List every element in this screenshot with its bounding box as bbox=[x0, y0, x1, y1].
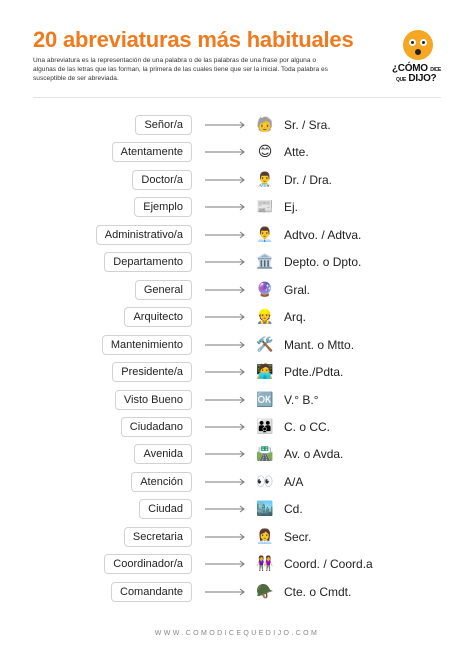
word-label: Comandante bbox=[111, 582, 192, 602]
arrow-right-icon bbox=[204, 446, 246, 462]
women-holding-hands-icon: 👭 bbox=[256, 556, 274, 573]
arrow-right-icon bbox=[204, 364, 246, 380]
word-label: Señor/a bbox=[135, 115, 192, 135]
ok-button-icon: 🆗 bbox=[256, 391, 274, 408]
arrow-right-icon bbox=[204, 254, 246, 270]
list-item bbox=[0, 197, 474, 217]
word-label: Doctor/a bbox=[132, 170, 192, 190]
abbreviation-text: Mant. o Mtto. bbox=[284, 337, 355, 352]
road-icon: 🛣️ bbox=[256, 446, 274, 463]
list-item bbox=[0, 499, 474, 519]
arrow-right-icon bbox=[204, 529, 246, 545]
office-worker-icon: 👨‍💼 bbox=[256, 226, 274, 243]
word-label: Mantenimiento bbox=[102, 335, 192, 355]
list-item bbox=[0, 280, 474, 300]
abbreviation-text: Cd. bbox=[284, 502, 303, 517]
list-item bbox=[0, 170, 474, 190]
newspaper-icon: 📰 bbox=[256, 199, 274, 216]
abbreviation-text: Arq. bbox=[284, 310, 307, 325]
list-item bbox=[0, 115, 474, 135]
logo-text-line2: DIJO? bbox=[408, 73, 437, 84]
word-label: Visto Bueno bbox=[115, 390, 192, 410]
arrow-right-icon bbox=[204, 419, 246, 435]
word-label: Ciudadano bbox=[121, 417, 192, 437]
person-at-desk-icon: 🧑‍💻 bbox=[256, 364, 274, 381]
list-item bbox=[0, 527, 474, 547]
list-item bbox=[0, 582, 474, 602]
word-label: Atentamente bbox=[112, 142, 192, 162]
arrow-right-icon bbox=[204, 392, 246, 408]
abbreviation-text: C. o CC. bbox=[284, 419, 331, 434]
arrow-right-icon bbox=[204, 309, 246, 325]
abbreviation-text: Cte. o Cmdt. bbox=[284, 584, 352, 599]
logo-text-small2: QUE bbox=[396, 77, 406, 83]
list-item bbox=[0, 417, 474, 437]
arrow-right-icon bbox=[204, 584, 246, 600]
word-label: Presidente/a bbox=[112, 362, 192, 382]
arrow-right-icon bbox=[204, 199, 246, 215]
word-label: Departamento bbox=[104, 252, 192, 272]
word-label: Ciudad bbox=[139, 499, 192, 519]
family-icon: 👪 bbox=[256, 418, 274, 435]
list-item bbox=[0, 225, 474, 245]
list-item bbox=[0, 362, 474, 382]
abbreviation-text: Adtvo. / Adtva. bbox=[284, 227, 362, 242]
list-item bbox=[0, 390, 474, 410]
list-item bbox=[0, 472, 474, 492]
word-label: Ejemplo bbox=[134, 197, 192, 217]
word-label: Atención bbox=[131, 472, 192, 492]
arrow-right-icon bbox=[204, 337, 246, 353]
word-label: Secretaria bbox=[124, 527, 192, 547]
arrow-right-icon bbox=[204, 172, 246, 188]
construction-worker-icon: 👷 bbox=[256, 309, 274, 326]
office-worker-woman-icon: 👩‍💼 bbox=[256, 528, 274, 545]
arrow-right-icon bbox=[204, 556, 246, 572]
list-item bbox=[0, 444, 474, 464]
surprised-face-icon bbox=[403, 30, 433, 60]
arrow-right-icon bbox=[204, 144, 246, 160]
arrow-right-icon bbox=[204, 282, 246, 298]
abbreviation-text: Ej. bbox=[284, 200, 299, 215]
abbreviation-text: Sr. / Sra. bbox=[284, 118, 331, 132]
abbreviation-text: Gral. bbox=[284, 282, 311, 297]
health-worker-icon: 👨‍⚕️ bbox=[256, 171, 274, 188]
word-label: Coordinador/a bbox=[104, 554, 192, 574]
building-icon: 🏛️ bbox=[256, 254, 274, 271]
abbreviation-text: Av. o Avda. bbox=[284, 447, 344, 462]
list-item bbox=[0, 335, 474, 355]
arrow-right-icon bbox=[204, 117, 246, 133]
footer-url: WWW.COMODICEQUEDIJO.COM bbox=[154, 630, 320, 637]
list-item bbox=[0, 252, 474, 272]
arrow-right-icon bbox=[204, 501, 246, 517]
word-label: Avenida bbox=[134, 444, 192, 464]
hammer-and-wrench-icon: 🛠️ bbox=[256, 336, 274, 353]
page-title: 20 abreviaturas más habituales bbox=[33, 27, 354, 52]
brand-logo bbox=[388, 30, 448, 102]
list-item bbox=[0, 554, 474, 574]
abbreviation-text: Pdte./Pdta. bbox=[284, 365, 344, 380]
arrow-right-icon bbox=[204, 474, 246, 490]
cityscape-icon: 🏙️ bbox=[256, 501, 274, 518]
abbreviation-text: Atte. bbox=[284, 145, 309, 160]
word-label: General bbox=[135, 280, 192, 300]
abbreviation-text: Coord. / Coord.a bbox=[284, 557, 373, 572]
divider bbox=[33, 97, 441, 98]
abbreviation-text: Dr. / Dra. bbox=[284, 172, 333, 187]
list-item bbox=[0, 307, 474, 327]
abbreviation-text: Depto. o Dpto. bbox=[284, 255, 362, 270]
intro-text: Una abreviatura es la representación de una palabra o de las palabras de una frase por alguna o algunas de las letras que las forman, la primera de las cuales tiene que ser la inicial. Toda palabra es susceptible de ser abreviada. bbox=[33, 57, 328, 82]
older-person-icon: 🧓 bbox=[256, 117, 274, 133]
abbreviation-text: A/A bbox=[284, 474, 304, 489]
abbreviation-text: Secr. bbox=[284, 529, 312, 544]
smiling-face-icon: 😊 bbox=[257, 144, 273, 161]
word-label: Administrativo/a bbox=[96, 225, 192, 245]
list-item bbox=[0, 142, 474, 162]
eyes-icon: 👀 bbox=[256, 473, 274, 490]
word-label: Arquitecto bbox=[124, 307, 192, 327]
logo-text-line1: ¿CÓMO bbox=[392, 63, 428, 74]
military-helmet-icon: 🪖 bbox=[256, 583, 274, 600]
logo-text-small1: DICE bbox=[430, 67, 441, 73]
crystal-ball-icon: 🔮 bbox=[256, 281, 274, 298]
abbreviation-text: V.° B.° bbox=[284, 392, 319, 407]
arrow-right-icon bbox=[204, 227, 246, 243]
